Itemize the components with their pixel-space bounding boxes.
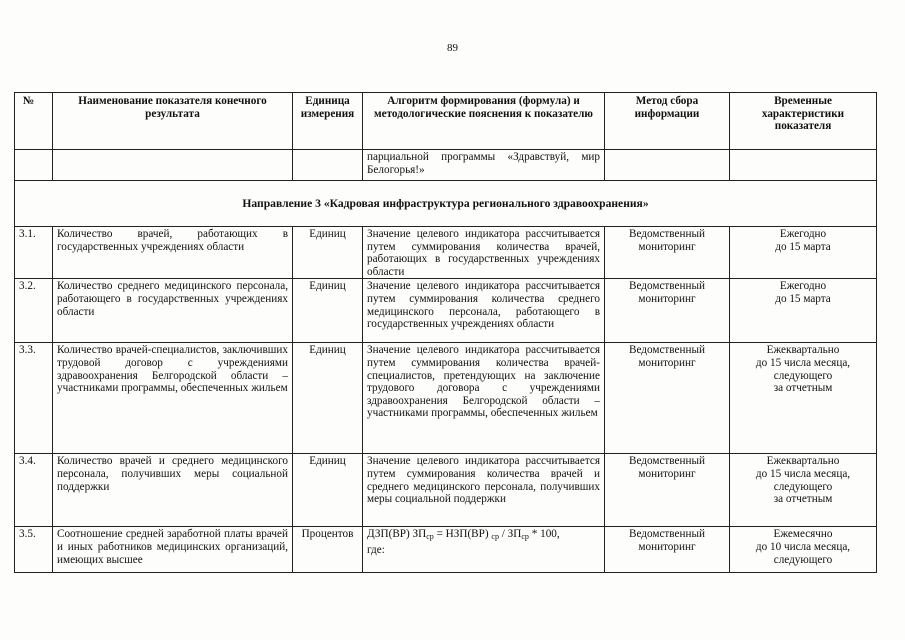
row-number: 3.3.	[15, 343, 53, 454]
continuation-algorithm: парциальной программы «Здравствуй, мир Белогорья!»	[363, 150, 605, 181]
table-row	[15, 454, 877, 527]
header-algorithm: Алгоритм формирования (формула) и методологические пояснения к показателю	[363, 93, 605, 150]
row-method: Ведомственный мониторинг	[605, 343, 730, 454]
row-number: 3.2.	[15, 279, 53, 343]
row-algorithm: Значение целевого индикатора рассчитывается путем суммирования количества врачей, работающих в государственных учреждениях области	[363, 227, 605, 279]
row-name: Количество врачей и среднего медицинского персонала, получивших меры социальной поддержки	[53, 454, 293, 527]
row-unit: Единиц	[293, 454, 363, 527]
row-timing: Ежемесячно до 10 числа месяца, следующего	[730, 527, 877, 573]
row-timing: Ежегодно до 15 марта	[730, 279, 877, 343]
page-number: 89	[447, 42, 458, 54]
row-unit: Единиц	[293, 343, 363, 454]
continuation-row	[15, 150, 877, 181]
row-timing: Ежеквартально до 15 числа месяца, следующего за отчетным	[730, 454, 877, 527]
header-timing: Временные характеристики показателя	[730, 93, 877, 150]
row-number: 3.5.	[15, 527, 53, 573]
row-formula	[363, 527, 605, 573]
row-timing: Ежегодно до 15 марта	[730, 227, 877, 279]
formula-line: ДЗП(ВР) $ЗП_{ср} = НЗП(ВР)$ $_{ср} / ЗП_{ср} * 100$,	[367, 528, 560, 542]
table-row	[15, 527, 877, 573]
row-name: Соотношение средней заработной платы врачей и иных работников медицинских организаций, имеющих высшее	[53, 527, 293, 573]
row-algorithm: Значение целевого индикатора рассчитывается путем суммирования количества врачей-специалистов, претендующих на заключение трудового договора с учреждениями здравоохранения Белгородской области – участниками программы, обеспеченных жильем	[363, 343, 605, 454]
row-unit: Единиц	[293, 279, 363, 343]
header-unit: Единица измерения	[293, 93, 363, 150]
row-timing: Ежеквартально до 15 числа месяца, следующего за отчетным	[730, 343, 877, 454]
row-number: 3.1.	[15, 227, 53, 279]
table-row	[15, 279, 877, 343]
row-name: Количество врачей, работающих в государственных учреждениях области	[53, 227, 293, 279]
header-name: Наименование показателя конечного результата	[53, 93, 293, 150]
header-number: №	[15, 93, 53, 150]
row-method: Ведомственный мониторинг	[605, 454, 730, 527]
row-method: Ведомственный мониторинг	[605, 527, 730, 573]
table-header-row	[15, 93, 877, 150]
section-row	[15, 181, 877, 227]
row-unit: Единиц	[293, 227, 363, 279]
row-method: Ведомственный мониторинг	[605, 227, 730, 279]
row-number: 3.4.	[15, 454, 53, 527]
header-method: Метод сбора информации	[605, 93, 730, 150]
row-method: Ведомственный мониторинг	[605, 279, 730, 343]
row-unit: Процентов	[293, 527, 363, 573]
indicators-table	[14, 92, 877, 573]
section-title: Направление 3 «Кадровая инфраструктура регионального здравоохранения»	[15, 181, 877, 227]
table-row	[15, 227, 877, 279]
row-name: Количество среднего медицинского персонала, работающего в государственных учреждениях области	[53, 279, 293, 343]
row-algorithm: Значение целевого индикатора рассчитывается путем суммирования количества среднего медицинского персонала, работающего в государственных учреждениях области	[363, 279, 605, 343]
formula-where: где:	[367, 543, 385, 556]
row-algorithm: Значение целевого индикатора рассчитывается путем суммирования количества врачей и среднего медицинского персонала, получивших меры социальной поддержки	[363, 454, 605, 527]
table-row	[15, 343, 877, 454]
row-name: Количество врачей-специалистов, заключивших трудовой договор с учреждениями здравоохранения Белгородской области – участниками программы, обеспеченных жильем	[53, 343, 293, 454]
